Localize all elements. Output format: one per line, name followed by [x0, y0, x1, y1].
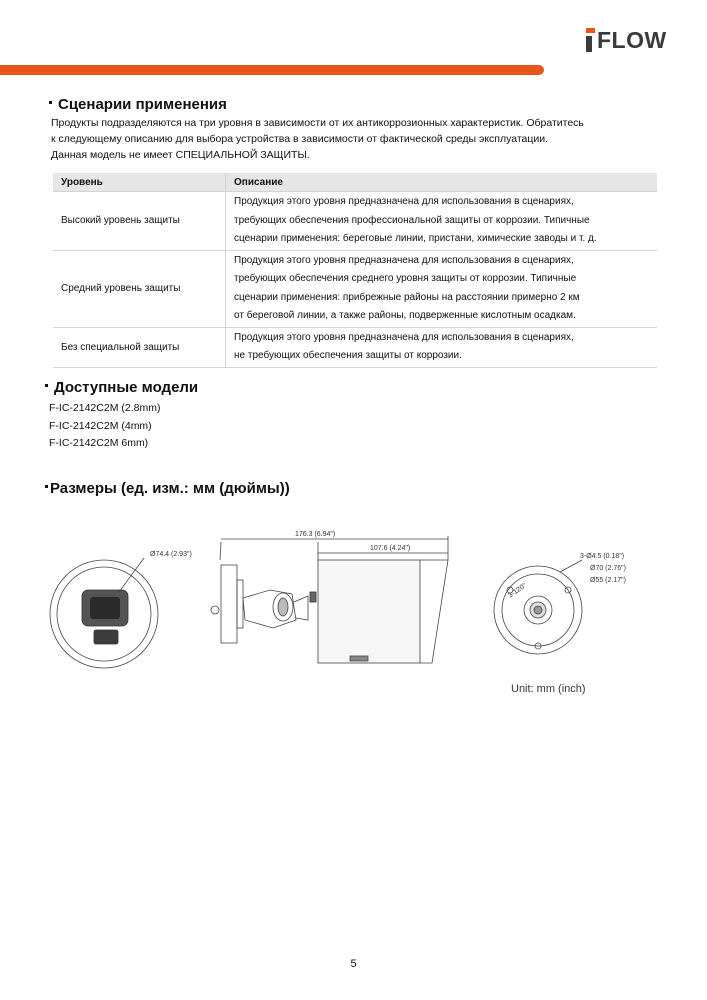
section-title-models: [45, 379, 198, 396]
bullet-icon: [45, 485, 48, 488]
desc-line: не требующих обеспечения защиты от коррозии.: [234, 350, 462, 361]
screw-knob: [310, 592, 316, 602]
front-diameter-label: Ø74.4 (2.93"): [150, 551, 192, 558]
desc-line: сценарии применения: прибрежные районы на расстоянии примерно 2 км: [234, 291, 580, 303]
rear-cable-core: [534, 606, 542, 614]
camera-sunshield: [420, 560, 448, 663]
bracket-neck: [294, 596, 308, 620]
desc-line: требующих обеспечения среднего уровня защиты от коррозии. Типичные: [234, 273, 577, 284]
cell-level: Без специальной защиты: [53, 327, 226, 367]
section-title-text: Размеры (ед. изм.: мм (дюймы)): [50, 480, 290, 497]
camera-body: [318, 560, 420, 663]
desc-line: Продукция этого уровня предназначена для использования в сценариях,: [234, 196, 574, 207]
mount-base: [237, 580, 243, 628]
desc-line: от береговой линии, а также районы, подверженные кислотным осадкам.: [234, 310, 576, 321]
cell-description: [226, 250, 658, 327]
header-description: Описание: [226, 173, 658, 192]
section-title-text: Сценарии применения: [58, 96, 227, 113]
desc-line: требующих обеспечения профессиональной защиты от коррозии. Типичные: [234, 214, 590, 226]
total-length-label: 176.3 (6.94"): [295, 531, 336, 538]
outer-diameter-label: Ø70 (2.76"): [590, 565, 626, 572]
reset-slot: [350, 656, 368, 661]
unit-note: Unit: mm (inch): [511, 683, 586, 695]
logo-i-stem: [586, 36, 592, 52]
table-row: [53, 327, 657, 367]
cell-level: Средний уровень защиты: [53, 250, 226, 327]
logo-wordmark: FLOW: [597, 27, 667, 53]
cell-description: [226, 192, 658, 251]
angle-label: 3-120°: [507, 582, 529, 600]
light-window: [94, 630, 118, 644]
table-row: [53, 192, 657, 251]
section-title-scenarios: [49, 96, 227, 113]
model-list: [49, 400, 160, 453]
dimension-drawing: [40, 520, 670, 700]
section-title-dimensions: [45, 480, 290, 497]
front-view: [50, 551, 192, 668]
scenarios-paragraph: [51, 115, 584, 163]
ext-line: [220, 542, 221, 560]
bullet-icon: [49, 101, 52, 104]
desc-line: Продукция этого уровня предназначена для использования в сценариях,: [234, 254, 574, 266]
brand-logo: [586, 28, 676, 54]
hole-leader: [560, 560, 582, 572]
bullet-icon: [45, 384, 48, 387]
header-level: Уровень: [53, 173, 226, 192]
paragraph-line: Данная модель не имеет СПЕЦИАЛЬНОЙ ЗАЩИТЫ.: [51, 149, 310, 161]
mount-plate: [221, 565, 237, 643]
body-length-label: 107.6 (4.24"): [370, 545, 411, 552]
paragraph-line: Продукты подразделяются на три уровня в зависимости от их антикоррозионных характеристик. Обратитесь: [51, 117, 584, 129]
hole-spec-label: 3-Ø4.5 (0.18"): [580, 553, 625, 560]
desc-line: сценарии применения: береговые линии, пристани, химические заводы и т. д.: [234, 233, 597, 244]
page-number: 5: [350, 958, 357, 970]
paragraph-line: к следующему описанию для выбора устройства в зависимости от фактической среды эксплуатации.: [51, 133, 549, 145]
cell-level: Высокий уровень защиты: [53, 192, 226, 251]
inner-diameter-label: Ø55 (2.17"): [590, 577, 626, 584]
logo-accent: [586, 28, 595, 33]
protection-level-table: [53, 173, 657, 368]
list-item: F-IC-2142C2M (2.8mm): [49, 402, 161, 414]
bracket-joint-core: [278, 598, 288, 616]
header-accent-bar: [0, 65, 544, 75]
side-view: [211, 531, 448, 663]
cell-description: [226, 327, 658, 367]
list-item: F-IC-2142C2M (4mm): [49, 419, 152, 432]
screw-head: [211, 606, 219, 614]
lens-glass: [90, 597, 120, 619]
section-title-text: Доступные модели: [54, 379, 199, 396]
table-row: [53, 250, 657, 327]
list-item: F-IC-2142C2M 6mm): [49, 437, 149, 449]
desc-line: Продукция этого уровня предназначена для использования в сценариях,: [234, 331, 574, 343]
rear-view: [494, 553, 626, 654]
table-header-row: [53, 173, 657, 192]
